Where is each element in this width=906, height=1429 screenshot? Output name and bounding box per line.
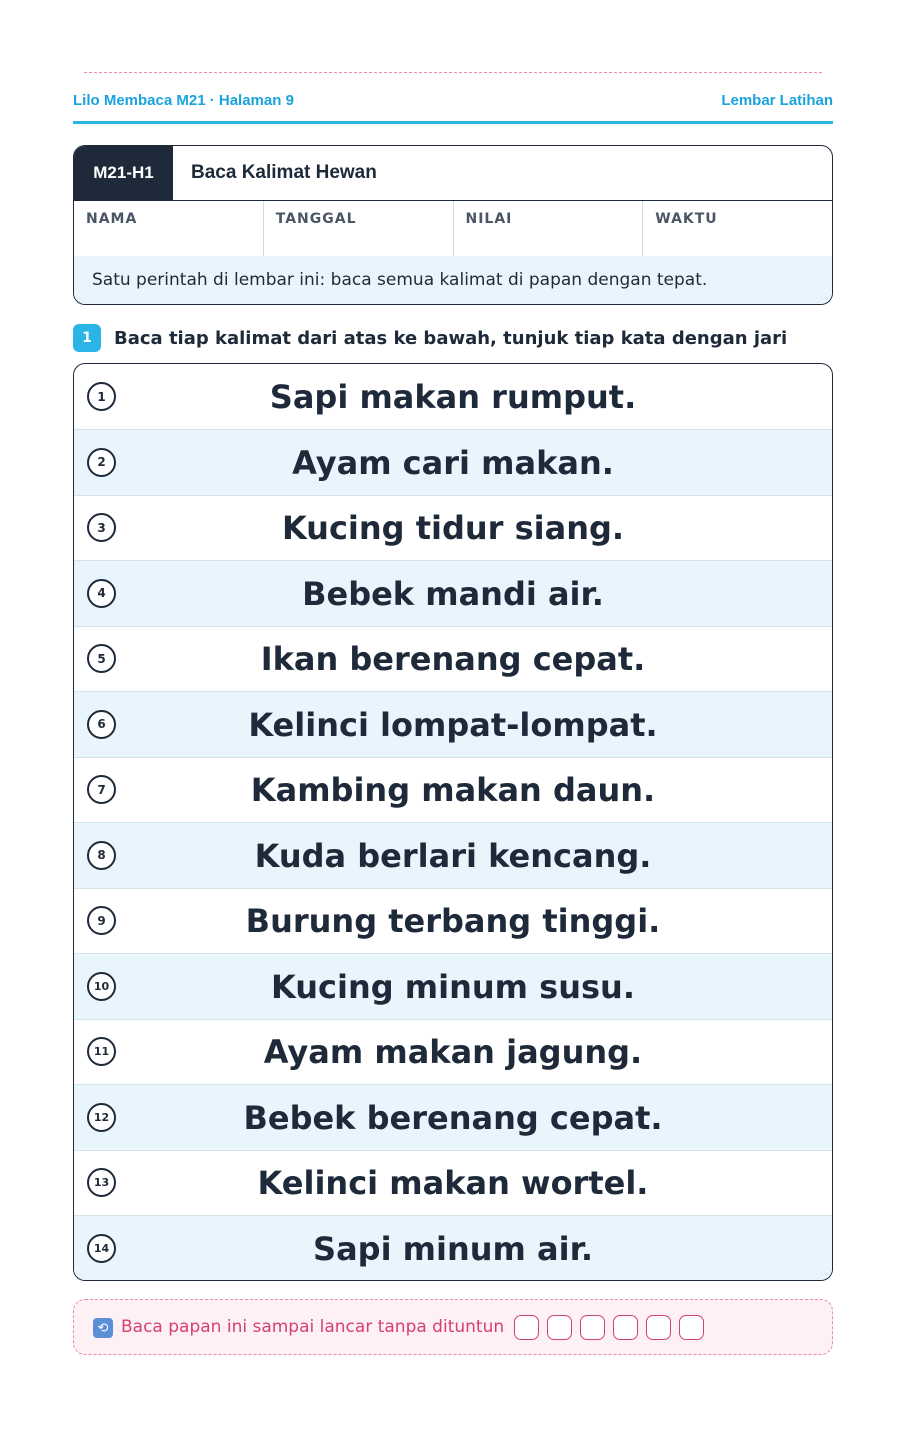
sentence-text: Kelinci makan wortel.: [257, 1164, 649, 1202]
sentence-row: [74, 1019, 832, 1085]
sentence-number: 4: [87, 579, 116, 608]
field-nama[interactable]: NAMA: [74, 201, 264, 256]
sentence-number: 3: [87, 513, 116, 542]
sentence-number: 11: [87, 1037, 116, 1066]
sentence-text: Burung terbang tinggi.: [245, 902, 661, 940]
sentence-text: Ayam makan jagung.: [263, 1033, 643, 1071]
worksheet-code: M21-H1: [74, 146, 173, 200]
repeat-icon: ⟲: [93, 1318, 113, 1338]
footer-text: Baca papan ini sampai lancar tanpa dituntun: [121, 1317, 505, 1337]
sentence-text: Kambing makan daun.: [250, 771, 656, 809]
field-tanggal[interactable]: TANGGAL: [264, 201, 454, 256]
field-nilai[interactable]: NILAI: [454, 201, 644, 256]
sentence-number: 14: [87, 1234, 116, 1263]
header-title: Lilo Membaca M21 · Halaman 9: [73, 92, 294, 109]
sentence-text: Kucing tidur siang.: [281, 509, 625, 547]
sentence-row: [74, 1150, 832, 1216]
sentence-row: [74, 954, 832, 1020]
sentence-number: 6: [87, 710, 116, 739]
sentence-row: [74, 1085, 832, 1151]
sentence-number: 7: [87, 775, 116, 804]
page-header: [73, 90, 833, 124]
sentence-text: Sapi minum air.: [313, 1229, 593, 1268]
question-number-badge: 1: [73, 324, 101, 352]
sentence-number: 9: [87, 906, 116, 935]
instruction-text: Satu perintah di lembar ini: baca semua kalimat di papan dengan tepat.: [74, 256, 832, 305]
practice-checkboxes: [514, 1315, 704, 1340]
practice-checkbox[interactable]: [613, 1315, 638, 1340]
sentence-text: Ayam cari makan.: [292, 443, 614, 482]
sentence-text: Bebek mandi air.: [302, 574, 604, 613]
practice-checkbox[interactable]: [580, 1315, 605, 1340]
sentence-text: Kucing minum susu.: [271, 967, 635, 1006]
sentence-text: Bebek berenang cepat.: [243, 1098, 663, 1137]
practice-checkbox[interactable]: [646, 1315, 671, 1340]
sentence-row: [74, 430, 832, 496]
practice-checkbox[interactable]: [514, 1315, 539, 1340]
worksheet-info-card: [73, 145, 833, 305]
worksheet-title: Baca Kalimat Hewan: [191, 162, 377, 183]
sentence-board: [73, 363, 833, 1281]
sentence-row: [74, 757, 832, 823]
sentence-row: [74, 1216, 832, 1282]
sentence-row: [74, 626, 832, 692]
question-text: Baca tiap kalimat dari atas ke bawah, tunjuk tiap kata dengan jari: [114, 327, 788, 349]
top-dashed-line: [84, 72, 822, 73]
field-waktu[interactable]: WAKTU: [655, 211, 718, 227]
sentence-text: Kuda berlari kencang.: [254, 836, 652, 875]
sentence-text: Ikan berenang cepat.: [260, 640, 646, 678]
footer-practice-box: [73, 1299, 833, 1355]
practice-checkbox[interactable]: [679, 1315, 704, 1340]
header-label: Lembar Latihan: [721, 92, 833, 109]
sentence-number: 5: [87, 644, 116, 673]
student-fields: [74, 201, 832, 256]
sentence-row: [74, 692, 832, 758]
sentence-row: [74, 495, 832, 561]
sentence-row: [74, 823, 832, 889]
sentence-number: 13: [87, 1168, 116, 1197]
sentence-text: Sapi makan rumput.: [269, 378, 637, 416]
sentence-number: 1: [87, 382, 116, 411]
sentence-number: 10: [87, 972, 116, 1001]
sentence-row: [74, 364, 832, 430]
sentence-number: 8: [87, 841, 116, 870]
sentence-row: [74, 888, 832, 954]
sentence-row: [74, 561, 832, 627]
sentence-number: 12: [87, 1103, 116, 1132]
title-row: [74, 146, 832, 201]
sentence-text: Kelinci lompat-lompat.: [248, 705, 658, 744]
practice-checkbox[interactable]: [547, 1315, 572, 1340]
question-line: [73, 324, 787, 352]
sentence-number: 2: [87, 448, 116, 477]
